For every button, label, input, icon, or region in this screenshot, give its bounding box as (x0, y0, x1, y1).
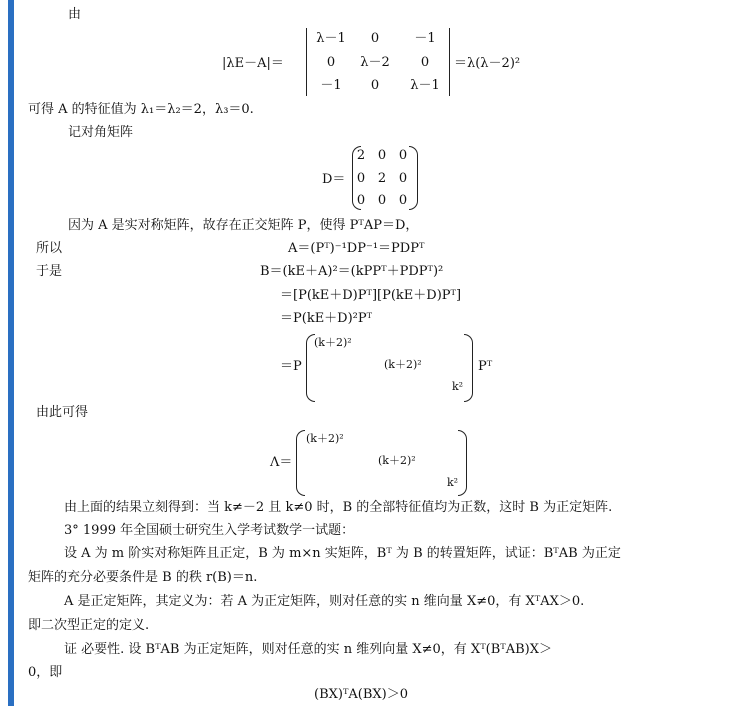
d-cell: 0 (398, 193, 408, 208)
proof-line-2: 0，即 (28, 665, 63, 680)
det-cell: λ－2 (360, 55, 390, 70)
conclusion-line: 由上面的结果立刻得到：当 k≠－2 且 k≠0 时，B 的全部特征值均为正数，这时 B 为正定矩阵. (64, 500, 613, 515)
definition-line-2: 即二次型正定的定义. (28, 618, 150, 633)
proof-formula: (BX)ᵀA(BX)＞0 (314, 687, 409, 702)
yushi-label: 于是 (36, 264, 63, 279)
d-cell: 0 (398, 171, 408, 186)
problem-line-2: 矩阵的充分必要条件是 B 的秩 r(B)＝n. (28, 570, 258, 585)
d-cell: 0 (398, 148, 408, 163)
formula-b-step3: ＝P(kE＋D)²Pᵀ (280, 311, 373, 326)
d-cell: 0 (356, 193, 366, 208)
d-cell: 2 (356, 148, 366, 163)
diag1-right-paren (464, 334, 473, 402)
definition-line: A 是正定矩阵，其定义为：若 A 为正定矩阵，则对任意的实 n 维向量 X≠0，有 XᵀAX＞0. (64, 594, 585, 609)
det-rhs: ＝λ(λ－2)² (454, 56, 521, 71)
exam-title: 3° 1999 年全国硕士研究生入学考试数学一试题： (64, 523, 355, 538)
d-cell: 0 (377, 193, 387, 208)
det-cell: 0 (370, 31, 380, 46)
diag1-entry: (k＋2)² (314, 336, 352, 349)
diag-intro: 记对角矩阵 (68, 125, 134, 140)
formula-a: A＝(Pᵀ)⁻¹DP⁻¹＝PDPᵀ (288, 241, 425, 256)
d-cell: 2 (377, 171, 387, 186)
suoyi-label: 所以 (36, 241, 63, 256)
formula-b-step2: ＝[P(kE＋D)Pᵀ][P(kE＋D)Pᵀ] (280, 288, 462, 303)
lambda-entry: (k＋2)² (306, 432, 344, 445)
lambda-entry: k² (447, 476, 459, 489)
problem-line-1: 设 A 为 m 阶实对称矩阵且正定，B 为 m×n 实矩阵，Bᵀ 为 B 的转置矩阵，试证：BᵀAB 为正定 (64, 546, 621, 561)
det-lhs: |λE－A|＝ (222, 56, 284, 71)
formula-b-step4-lhs: ＝P (280, 359, 302, 374)
det-cell: －1 (320, 78, 342, 93)
diag1-entry: k² (452, 380, 464, 393)
det-cell: λ－1 (316, 31, 346, 46)
lambda-lhs: Λ＝ (270, 455, 293, 470)
det-cell: 0 (326, 55, 336, 70)
proof-line-1: 证 必要性. 设 BᵀAB 为正定矩阵，则对任意的实 n 维列向量 X≠0，有 Xᵀ(BᵀAB)X＞ (64, 642, 553, 657)
d-lhs: D＝ (322, 172, 346, 187)
d-cell: 0 (377, 148, 387, 163)
lambda-entry: (k＋2)² (378, 454, 416, 467)
text-you: 由 (68, 7, 82, 22)
lambda-right-paren (458, 430, 467, 496)
formula-b-step4-rhs: Pᵀ (478, 359, 493, 374)
thus-line: 由此可得 (36, 405, 89, 420)
det-cell: 0 (420, 55, 430, 70)
det-cell: λ－1 (410, 78, 440, 93)
diag1-entry: (k＋2)² (384, 358, 422, 371)
left-margin-bar (8, 0, 14, 706)
lambda-left-paren (296, 430, 305, 496)
d-cell: 0 (356, 171, 366, 186)
det-cell: 0 (370, 78, 380, 93)
orthogonal-line: 因为 A 是实对称矩阵，故存在正交矩阵 P，使得 PᵀAP＝D， (68, 218, 419, 233)
formula-b: B＝(kE＋A)²＝(kPPᵀ＋PDPᵀ)² (260, 264, 444, 279)
det-cell: －1 (414, 31, 436, 46)
eigenvalues-line: 可得 A 的特征值为 λ₁＝λ₂＝2，λ₃＝0. (28, 102, 254, 117)
